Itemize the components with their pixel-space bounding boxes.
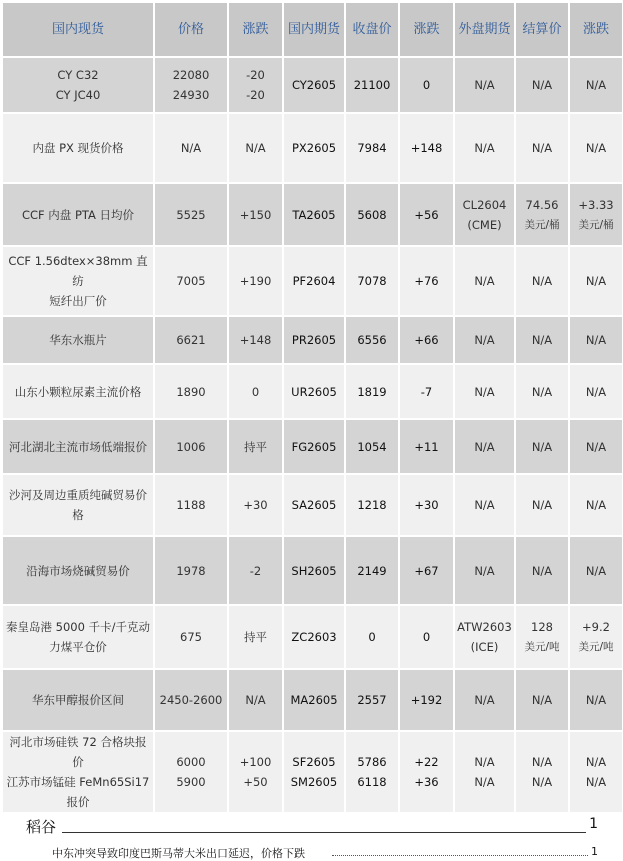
spot-price-line: 7005 — [176, 274, 206, 288]
external-change-line: N/A — [585, 563, 607, 578]
spot-name-line: 短纤出厂价 — [49, 294, 107, 308]
spot-price-line: N/A — [180, 141, 202, 155]
external-settle-line: N/A — [531, 755, 553, 769]
futures-close — [345, 605, 399, 669]
spot-name — [2, 419, 154, 474]
toc-title: 稻谷 — [26, 816, 60, 837]
external-settle-line: N/A — [531, 693, 553, 707]
external-change-line: N/A — [585, 333, 607, 347]
external-contract — [454, 316, 515, 364]
futures-contract — [283, 364, 345, 419]
external-contract — [454, 364, 515, 419]
spot-change-line: N/A — [245, 693, 266, 707]
spot-price — [154, 183, 228, 246]
external-contract-line: N/A — [474, 384, 495, 399]
futures-change — [399, 316, 454, 364]
futures-contract-line: FG2605 — [291, 439, 337, 454]
futures-contract — [283, 605, 345, 669]
spot-change — [228, 419, 283, 474]
external-change-line: +9.2 — [582, 620, 610, 634]
toc-leader-dots — [332, 855, 590, 856]
spot-price — [154, 364, 228, 419]
futures-contract — [283, 419, 345, 474]
spot-change — [228, 57, 283, 113]
external-settle — [515, 316, 569, 364]
spot-change-line: 持平 — [244, 439, 267, 454]
spot-name-line: CY JC40 — [55, 88, 101, 102]
futures-change-line: +66 — [414, 333, 439, 347]
external-change-line: 美元/吨 — [578, 641, 614, 653]
spot-name-line: 江苏市场锰硅 FeMn65Si17 — [6, 775, 150, 789]
spot-price — [154, 113, 228, 183]
spot-price-line: 5900 — [176, 775, 206, 789]
external-contract — [454, 731, 515, 813]
futures-close-line: 5786 — [357, 755, 387, 769]
futures-close-line: 2149 — [357, 563, 387, 578]
external-change-line: +3.33 — [578, 197, 614, 212]
external-contract-line: N/A — [474, 274, 495, 288]
spot-price-line: 1890 — [176, 384, 206, 399]
header-close: 收盘价 — [345, 2, 399, 57]
header-change: 涨跌 — [228, 2, 283, 57]
external-contract-line: (ICE) — [470, 640, 499, 654]
futures-close — [345, 731, 399, 813]
spot-change — [228, 536, 283, 605]
spot-name — [2, 113, 154, 183]
spot-price-line: 1006 — [176, 439, 206, 454]
external-contract-line: N/A — [474, 141, 495, 155]
external-change — [569, 316, 623, 364]
spot-price — [154, 419, 228, 474]
external-change-line: N/A — [585, 693, 607, 707]
futures-change-line: -7 — [420, 384, 433, 399]
spot-price-line: 5525 — [176, 207, 206, 222]
external-change-line: N/A — [585, 274, 607, 288]
futures-contract-line: ZC2603 — [291, 630, 337, 644]
spot-change-line: +50 — [243, 775, 268, 789]
external-change-line: N/A — [585, 384, 607, 399]
futures-change-line: +22 — [414, 755, 439, 769]
external-change — [569, 113, 623, 183]
futures-change — [399, 731, 454, 813]
futures-close — [345, 669, 399, 731]
toc-entry-section[interactable] — [26, 816, 598, 840]
futures-close-line: 21100 — [353, 78, 391, 92]
external-settle-line: 74.56 — [525, 197, 559, 212]
futures-change — [399, 605, 454, 669]
header-settle: 结算价 — [515, 2, 569, 57]
table-row — [2, 669, 623, 731]
spot-price — [154, 731, 228, 813]
spot-change-line: 持平 — [244, 630, 267, 644]
external-contract-line: N/A — [474, 439, 495, 454]
external-contract-line: N/A — [474, 78, 495, 92]
spot-price — [154, 474, 228, 536]
external-change — [569, 183, 623, 246]
futures-change-line: +67 — [414, 563, 439, 578]
external-contract — [454, 57, 515, 113]
spot-price-line: 6621 — [176, 333, 206, 347]
spot-change-line: -20 — [246, 68, 265, 82]
spot-name-line: 河北市场硅铁 72 合格块报价 — [9, 735, 147, 769]
futures-change-line: +11 — [414, 439, 439, 454]
spot-change — [228, 669, 283, 731]
futures-change-line: +56 — [414, 207, 439, 222]
external-change — [569, 246, 623, 316]
futures-contract-line: MA2605 — [290, 693, 338, 707]
futures-contract-line: UR2605 — [291, 384, 337, 399]
table-row — [2, 605, 623, 669]
futures-contract — [283, 536, 345, 605]
header-external-futures: 外盘期货 — [454, 2, 515, 57]
futures-close-line: 6556 — [357, 333, 387, 347]
spot-change-line: +150 — [239, 207, 272, 222]
futures-change — [399, 364, 454, 419]
table-header-row — [2, 2, 623, 57]
external-settle-line: N/A — [531, 563, 553, 578]
external-change-line: N/A — [585, 439, 607, 454]
external-change — [569, 419, 623, 474]
futures-close-line: 7078 — [357, 274, 387, 288]
toc-page-number: 1 — [591, 845, 598, 858]
spot-change-line: N/A — [245, 141, 266, 155]
table-row — [2, 316, 623, 364]
futures-contract-line: TA2605 — [292, 207, 336, 222]
external-change-line: 美元/桶 — [578, 218, 614, 231]
futures-change — [399, 183, 454, 246]
external-settle — [515, 669, 569, 731]
spot-price — [154, 536, 228, 605]
external-settle-line: N/A — [531, 384, 553, 399]
spot-name-line: 华东甲醇报价区间 — [32, 693, 124, 707]
spot-name — [2, 669, 154, 731]
external-change — [569, 605, 623, 669]
spot-name — [2, 246, 154, 316]
futures-change-line: 0 — [422, 78, 431, 92]
external-settle-line: N/A — [531, 775, 553, 789]
futures-change — [399, 536, 454, 605]
futures-contract-line: SA2605 — [291, 498, 337, 512]
futures-contract — [283, 316, 345, 364]
external-contract — [454, 536, 515, 605]
futures-contract — [283, 183, 345, 246]
spot-price-line: 1188 — [176, 498, 206, 512]
spot-name-line: 内盘 PX 现货价格 — [32, 141, 124, 155]
spot-name — [2, 316, 154, 364]
futures-close — [345, 113, 399, 183]
spot-change — [228, 183, 283, 246]
futures-contract-line: SM2605 — [290, 775, 338, 789]
futures-change — [399, 474, 454, 536]
spot-change — [228, 731, 283, 813]
futures-change-line: +30 — [414, 498, 439, 512]
external-settle-line: N/A — [531, 141, 553, 155]
table-row — [2, 474, 623, 536]
external-contract — [454, 183, 515, 246]
table-row — [2, 183, 623, 246]
futures-contract-line: PR2605 — [291, 333, 337, 347]
futures-contract-line: PF2604 — [292, 274, 336, 288]
external-change — [569, 669, 623, 731]
spot-name-line: 华东水瓶片 — [49, 333, 107, 347]
external-settle — [515, 419, 569, 474]
spot-change-line: +30 — [243, 498, 268, 512]
table-row — [2, 57, 623, 113]
spot-change — [228, 364, 283, 419]
external-change-line: N/A — [585, 141, 607, 155]
table-row — [2, 246, 623, 316]
external-change — [569, 474, 623, 536]
external-contract-line: N/A — [474, 563, 495, 578]
header-external-change: 涨跌 — [569, 2, 623, 57]
futures-close — [345, 246, 399, 316]
external-settle-line: N/A — [531, 498, 553, 512]
header-futures-change: 涨跌 — [399, 2, 454, 57]
spot-change — [228, 605, 283, 669]
external-settle-line: 美元/吨 — [524, 641, 560, 653]
spot-name-line: CY C32 — [57, 68, 99, 82]
spot-change-line: +148 — [239, 333, 272, 347]
spot-name-line: 力煤平仓价 — [49, 640, 107, 654]
spot-change — [228, 113, 283, 183]
spot-name — [2, 183, 154, 246]
external-change — [569, 364, 623, 419]
external-settle-line: N/A — [531, 333, 553, 347]
spot-name — [2, 364, 154, 419]
futures-contract — [283, 669, 345, 731]
external-change — [569, 57, 623, 113]
spot-name-line: 沙河及周边重质纯碱贸易价格 — [9, 488, 147, 522]
spot-change-line: -2 — [249, 563, 262, 578]
spot-change-line: -20 — [246, 88, 265, 102]
futures-contract — [283, 113, 345, 183]
futures-contract — [283, 246, 345, 316]
table-row — [2, 536, 623, 605]
external-settle — [515, 536, 569, 605]
spot-change-line: 0 — [251, 384, 260, 399]
external-settle — [515, 605, 569, 669]
external-change-line: N/A — [585, 78, 607, 92]
table-row — [2, 364, 623, 419]
external-contract-line: N/A — [474, 775, 495, 789]
external-contract — [454, 474, 515, 536]
futures-close-line: 7984 — [357, 141, 387, 155]
header-price: 价格 — [154, 2, 228, 57]
spot-name — [2, 474, 154, 536]
spot-change — [228, 246, 283, 316]
futures-close-line: 5608 — [357, 207, 387, 222]
futures-change — [399, 113, 454, 183]
futures-change — [399, 669, 454, 731]
external-contract-line: CL2604 — [462, 197, 507, 212]
external-settle-line: 美元/桶 — [524, 218, 560, 231]
futures-close-line: 1218 — [357, 498, 387, 512]
futures-close — [345, 474, 399, 536]
spot-name-line: 秦皇岛港 5000 千卡/千克动 — [6, 620, 150, 634]
spot-name-line: 沿海市场烧碱贸易价 — [26, 563, 130, 578]
external-contract-line: N/A — [474, 333, 495, 347]
header-domestic-futures: 国内期货 — [283, 2, 345, 57]
external-settle-line: N/A — [531, 78, 553, 92]
futures-change — [399, 57, 454, 113]
spot-price — [154, 605, 228, 669]
spot-name — [2, 731, 154, 813]
external-change — [569, 731, 623, 813]
spot-name-line: 报价 — [66, 795, 90, 809]
futures-contract-line: SF2605 — [292, 755, 336, 769]
spot-change — [228, 474, 283, 536]
futures-contract-line: CY2605 — [291, 78, 337, 92]
external-settle-line: N/A — [531, 439, 553, 454]
external-contract-line: N/A — [474, 693, 495, 707]
table-row — [2, 113, 623, 183]
spot-change-line: +100 — [239, 755, 272, 769]
spot-name-line: CCF 内盘 PTA 日均价 — [21, 207, 135, 222]
futures-close-line: 1819 — [357, 384, 387, 399]
spot-change-line: +190 — [239, 274, 272, 288]
futures-close-line: 1054 — [357, 439, 387, 454]
external-contract-line: N/A — [474, 755, 495, 769]
external-contract — [454, 246, 515, 316]
external-contract — [454, 669, 515, 731]
spot-name-line: 山东小颗粒尿素主流价格 — [14, 384, 142, 399]
futures-change-line: +76 — [414, 274, 439, 288]
spot-price-line: 2450-2600 — [159, 693, 223, 707]
spot-price-line: 24930 — [172, 88, 210, 102]
spot-name-line: CCF 1.56dtex×38mm 直纺 — [8, 254, 148, 288]
futures-close-line: 2557 — [357, 693, 387, 707]
futures-change — [399, 419, 454, 474]
spot-price — [154, 316, 228, 364]
futures-close — [345, 364, 399, 419]
external-settle-line: 128 — [531, 620, 553, 634]
toc-leader-line — [62, 832, 586, 833]
spot-price — [154, 246, 228, 316]
external-settle — [515, 474, 569, 536]
market-price-table — [1, 1, 623, 814]
spot-change — [228, 316, 283, 364]
external-settle-line: N/A — [531, 274, 553, 288]
spot-price-line: 1978 — [176, 563, 206, 578]
futures-contract — [283, 731, 345, 813]
external-settle — [515, 57, 569, 113]
external-contract — [454, 419, 515, 474]
spot-price — [154, 57, 228, 113]
header-domestic-spot: 国内现货 — [2, 2, 154, 57]
futures-close — [345, 57, 399, 113]
table-row — [2, 419, 623, 474]
futures-contract-line: SH2605 — [291, 563, 337, 578]
futures-change-line: +192 — [410, 693, 443, 707]
external-contract-line: ATW2603 — [457, 620, 512, 634]
futures-close — [345, 316, 399, 364]
futures-contract-line: PX2605 — [291, 141, 337, 155]
futures-close-line: 0 — [368, 630, 376, 644]
external-settle — [515, 183, 569, 246]
spot-name — [2, 536, 154, 605]
futures-close-line: 6118 — [357, 775, 387, 789]
external-change — [569, 536, 623, 605]
futures-change-line: 0 — [422, 630, 431, 644]
toc-page-number: 1 — [585, 816, 598, 832]
external-contract-line: N/A — [474, 498, 495, 512]
external-change-line: N/A — [585, 498, 607, 512]
futures-change-line: +36 — [414, 775, 439, 789]
toc-entry-article[interactable] — [52, 845, 598, 859]
table-row — [2, 731, 623, 813]
futures-close — [345, 419, 399, 474]
external-change-line: N/A — [585, 755, 607, 769]
futures-contract — [283, 474, 345, 536]
spot-name-line: 河北湖北主流市场低端报价 — [9, 439, 147, 454]
futures-change-line: +148 — [410, 141, 443, 155]
external-contract — [454, 605, 515, 669]
futures-close — [345, 183, 399, 246]
external-settle — [515, 113, 569, 183]
external-settle — [515, 246, 569, 316]
toc-title: 中东冲突导致印度巴斯马蒂大米出口延迟，价格下跌 — [52, 847, 305, 860]
external-contract-line: (CME) — [467, 217, 502, 232]
spot-name — [2, 57, 154, 113]
spot-price — [154, 669, 228, 731]
external-settle — [515, 364, 569, 419]
spot-name — [2, 605, 154, 669]
futures-change — [399, 246, 454, 316]
external-change-line: N/A — [585, 775, 607, 789]
futures-close — [345, 536, 399, 605]
spot-price-line: 675 — [180, 630, 202, 644]
spot-price-line: 6000 — [176, 755, 206, 769]
spot-price-line: 22080 — [172, 68, 210, 82]
external-settle — [515, 731, 569, 813]
external-contract — [454, 113, 515, 183]
futures-contract — [283, 57, 345, 113]
